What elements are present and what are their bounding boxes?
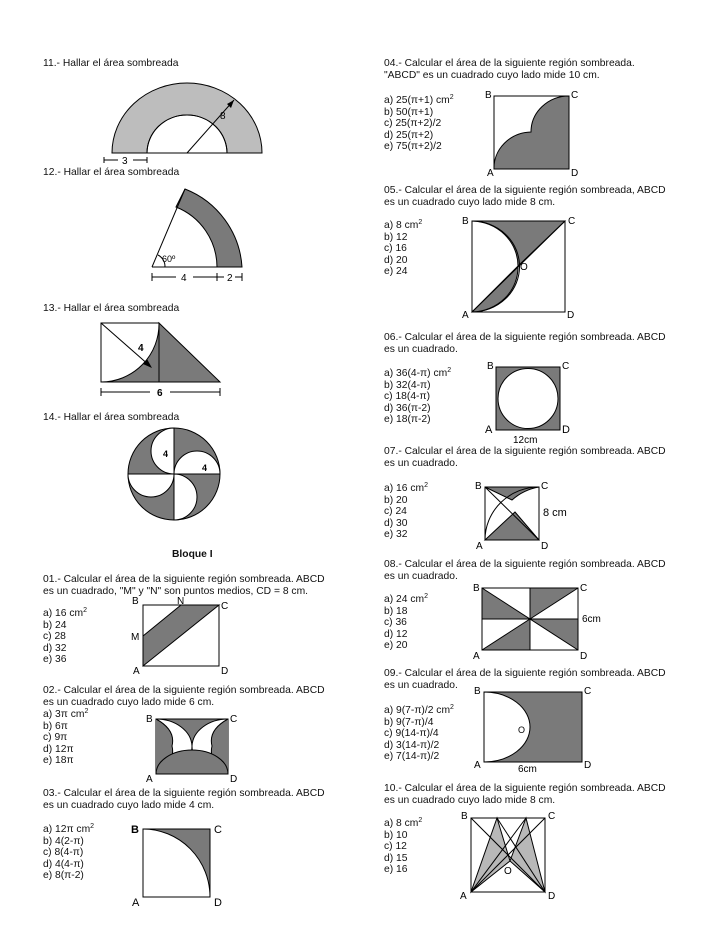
- option: b) 10: [384, 829, 408, 841]
- option: d) 20: [384, 254, 408, 266]
- option: a) 24 $cm^2$: [384, 593, 428, 605]
- p05-label-B: B: [462, 216, 469, 227]
- p02-label-A: A: [146, 774, 153, 785]
- option: b) 6π: [43, 720, 68, 732]
- p04-label-C: C: [571, 90, 579, 101]
- option: b) 12: [384, 231, 408, 243]
- p09-label-D: D: [584, 760, 592, 771]
- p01-label-C: C: [221, 601, 229, 612]
- option: e) 75(π+2)/2: [384, 141, 442, 153]
- option: c) 9π: [43, 732, 68, 744]
- p08-label-C: C: [580, 583, 588, 594]
- p01-label-M: M: [131, 632, 140, 643]
- p05-label-A: A: [462, 310, 469, 321]
- problem-11-title: 11.- Hallar el área sombreada: [43, 58, 179, 69]
- problem-09-line2: es un cuadrado.: [384, 680, 458, 691]
- option: e) 16: [384, 864, 408, 876]
- option: a) 8 $cm^2$: [384, 817, 423, 829]
- problem-01-line1: 01.- Calcular el área de la siguiente región sombreada. ABCD: [43, 574, 325, 585]
- p05-label-C: C: [568, 216, 576, 227]
- p12-label-4: 4: [181, 273, 187, 284]
- p06-label-A: A: [485, 424, 493, 436]
- problem-04-line1: 04.- Calcular el área de la siguiente región sombreada.: [384, 58, 635, 69]
- problem-08-line2: es un cuadrado.: [384, 571, 458, 582]
- p02-label-B: B: [146, 714, 153, 725]
- p01-label-A: A: [133, 666, 140, 677]
- problem-13-title: 13.- Hallar el área sombreada: [43, 303, 180, 314]
- option: b) 32(4-π): [384, 379, 431, 391]
- option: b) 24: [43, 619, 67, 631]
- p07-label-C: C: [541, 481, 549, 492]
- p03-label-B: B: [131, 824, 139, 836]
- option: a) 3π $cm^2$: [43, 708, 89, 720]
- p02-label-C: C: [230, 714, 238, 725]
- problem-10-line2: es un cuadrado cuyo lado mide 8 cm.: [384, 795, 556, 806]
- problem-02-line2: es un cuadrado cuyo lado mide 6 cm.: [43, 697, 215, 708]
- p11-label-3: 3: [122, 156, 128, 167]
- p13-label-6: 6: [157, 388, 163, 399]
- problem-09-line1: 09.- Calcular el área de la siguiente región sombreada. ABCD: [384, 668, 666, 679]
- option: c) 12: [384, 841, 407, 853]
- p10-label-O: O: [504, 866, 512, 877]
- option: e) 18(π-2): [384, 414, 431, 426]
- option: b) 20: [384, 494, 408, 506]
- p09-label-6cm: 6cm: [518, 764, 537, 775]
- problem-06-line1: 06.- Calcular el área de la siguiente región sombreada. ABCD: [384, 332, 666, 343]
- option: a) 16 $cm^2$: [384, 482, 428, 494]
- p10-label-A: A: [460, 891, 467, 902]
- p02-label-D: D: [230, 774, 238, 785]
- p10-label-B: B: [461, 811, 468, 822]
- p07-label-B: B: [475, 481, 482, 492]
- p09-label-B: B: [474, 686, 481, 697]
- p01-label-B: B: [132, 596, 139, 607]
- option: e) 20: [384, 640, 408, 652]
- p04-label-B: B: [485, 90, 492, 101]
- p09-label-O: O: [518, 725, 526, 735]
- option: c) 36: [384, 617, 407, 629]
- option: c) 8(4-π): [43, 847, 84, 859]
- option: e) 36: [43, 654, 67, 666]
- option: d) 3(14-π)/2: [384, 739, 440, 751]
- problem-14-title: 14.- Hallar el área sombreada: [43, 412, 180, 423]
- problem-04-line2: "ABCD" es un cuadrado cuyo lado mide 10 cm.: [384, 70, 600, 81]
- option: d) 4(4-π): [43, 858, 84, 870]
- problem-10-line1: 10.- Calcular el área de la siguiente región sombreada. ABCD: [384, 783, 666, 794]
- p08-label-B: B: [473, 583, 480, 594]
- problem-02-line1: 02.- Calcular el área de la siguiente región sombreada. ABCD: [43, 685, 325, 696]
- option: c) 9(14-π)/4: [384, 728, 439, 740]
- p06-label-C: C: [562, 361, 570, 372]
- option: a) 36(4-π) $cm^2$: [384, 367, 452, 379]
- option: c) 24: [384, 506, 407, 518]
- option: a) 25(π+1) $cm^2$: [384, 94, 454, 106]
- p03-label-D: D: [214, 897, 222, 909]
- option: d) 30: [384, 517, 408, 529]
- p08-label-A: A: [473, 651, 480, 662]
- p12-label-60: 60º: [162, 254, 176, 264]
- option: e) 24: [384, 266, 408, 278]
- option: b) 50(π+1): [384, 106, 434, 118]
- p07-label-A: A: [476, 541, 483, 552]
- p04-label-D: D: [571, 168, 579, 179]
- option: e) 18π: [43, 755, 74, 767]
- option: c) 25(π+2)/2: [384, 118, 442, 130]
- p07-label-D: D: [541, 541, 549, 552]
- p06-label-D: D: [562, 424, 570, 436]
- option: c) 28: [43, 631, 66, 643]
- p07-label-8cm: 8 cm: [543, 507, 567, 519]
- option: a) 8 $cm^2$: [384, 219, 423, 231]
- p05-label-D: D: [567, 310, 575, 321]
- option: c) 16: [384, 243, 407, 255]
- p01-label-D: D: [221, 666, 229, 677]
- problem-01-line2: es un cuadrado, "M" y "N" son puntos medios, CD = 8 cm.: [43, 586, 309, 597]
- option: d) 32: [43, 642, 67, 654]
- problem-05-line1: 05.- Calcular el área de la siguiente región sombreada, ABCD: [384, 185, 666, 196]
- p05-label-O: O: [520, 262, 528, 273]
- p14-label-4a: 4: [163, 449, 169, 459]
- option: e) 32: [384, 529, 408, 541]
- option: d) 25(π+2): [384, 129, 434, 141]
- p12-label-2: 2: [227, 273, 233, 284]
- option: d) 12π: [43, 743, 74, 755]
- p14-label-4b: 4: [202, 463, 208, 473]
- option: d) 12: [384, 628, 408, 640]
- problem-07-line1: 07.- Calcular el área de la siguiente región sombreada. ABCD: [384, 446, 666, 457]
- option: d) 36(π-2): [384, 402, 431, 414]
- p01-label-N: N: [177, 596, 185, 607]
- option: b) 9(7-π)/4: [384, 716, 434, 728]
- problem-12-title: 12.- Hallar el área sombreada: [43, 167, 180, 178]
- problem-08-line1: 08.- Calcular el área de la siguiente región sombreada. ABCD: [384, 559, 666, 570]
- option: c) 18(4-π): [384, 391, 431, 403]
- option: e) 8(π-2): [43, 870, 84, 882]
- p08-label-6cm: 6cm: [582, 614, 601, 625]
- problem-03-line1: 03.- Calcular el área de la siguiente región sombreada. ABCD: [43, 788, 325, 799]
- option: a) 12π $cm^2$: [43, 823, 95, 835]
- p11-label-8: 8: [220, 111, 226, 122]
- problem-06-line2: es un cuadrado.: [384, 344, 458, 355]
- p06-label-12cm: 12cm: [513, 435, 538, 446]
- option: d) 15: [384, 852, 408, 864]
- problem-05-line2: es un cuadrado cuyo lado mide 8 cm.: [384, 197, 556, 208]
- p03-label-A: A: [132, 897, 140, 909]
- option: e) 7(14-π)/2: [384, 751, 440, 763]
- p13-label-4: 4: [138, 343, 144, 354]
- option: a) 16 $cm^2$: [43, 607, 87, 619]
- p06-label-B: B: [487, 361, 494, 372]
- p10-label-D: D: [548, 891, 556, 902]
- p09-label-C: C: [584, 686, 592, 697]
- problem-03-line2: es un cuadrado cuyo lado mide 4 cm.: [43, 800, 215, 811]
- problem-07-line2: es un cuadrado.: [384, 458, 458, 469]
- section-title: Bloque I: [172, 549, 213, 560]
- p03-label-C: C: [214, 824, 222, 836]
- p09-label-A: A: [474, 760, 481, 771]
- p04-label-A: A: [487, 168, 494, 179]
- option: a) 9(7-π)/2 $cm^2$: [384, 704, 454, 716]
- option: b) 18: [384, 605, 408, 617]
- p10-label-C: C: [548, 811, 556, 822]
- option: b) 4(2-π): [43, 835, 84, 847]
- p08-label-D: D: [580, 651, 588, 662]
